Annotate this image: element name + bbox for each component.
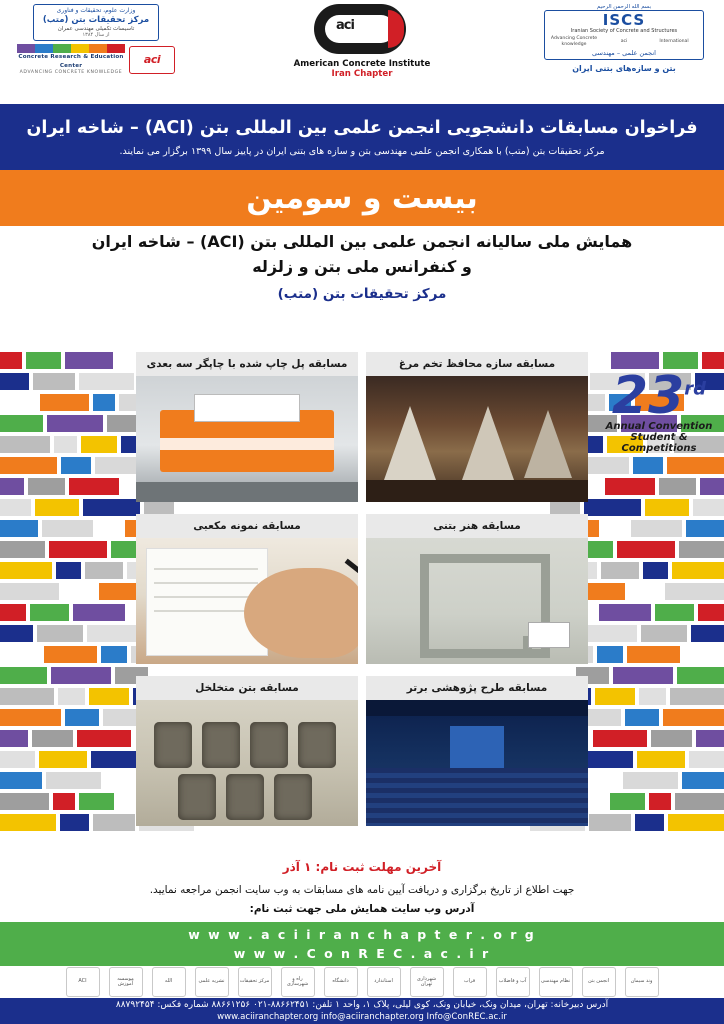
decorative-block bbox=[0, 604, 26, 621]
decorative-block bbox=[0, 793, 49, 810]
iscs-farsi-name: انجمن علمی – مهندسی bbox=[592, 48, 656, 57]
footer-links[interactable]: www.aciiranchapter.org info@aciiranchapter.org Info@ConREC.ac.ir bbox=[217, 1012, 507, 1022]
standard-logo bbox=[367, 967, 401, 997]
vand-cement-logo bbox=[625, 967, 659, 997]
tehran-municipality-logo bbox=[410, 967, 444, 997]
sponsor-label: آب و فاضلاب bbox=[498, 978, 527, 985]
conrec-block bbox=[17, 44, 125, 75]
decorative-block bbox=[107, 415, 136, 432]
competition-card-4 bbox=[366, 676, 588, 826]
announcement-title: فراخوان مسابقات دانشجویی انجمن علمی بین المللی بتن (ACI) – شاخه ایران bbox=[26, 117, 698, 138]
decorative-block bbox=[625, 709, 659, 726]
decorative-block bbox=[627, 646, 680, 663]
matb-since: از سال ۱۳۸۴ bbox=[82, 32, 110, 39]
matb-title: مرکز تحقیقات بتن (متب) bbox=[42, 14, 150, 25]
iran-emblem-logo bbox=[152, 967, 186, 997]
sponsor-label: راه و شهرسازی bbox=[286, 975, 309, 987]
competition-card-2 bbox=[366, 514, 588, 664]
decorative-block bbox=[649, 793, 671, 810]
decorative-block bbox=[0, 562, 52, 579]
edition-number-text: بیست و سومین bbox=[246, 180, 478, 216]
decorative-block bbox=[69, 478, 119, 495]
iscs-title: ISCS bbox=[602, 11, 646, 29]
research-center-logo bbox=[238, 967, 272, 997]
decorative-block bbox=[32, 730, 73, 747]
decorative-block bbox=[663, 709, 724, 726]
iscs-sub-logos bbox=[549, 36, 699, 49]
sponsor-label: الله bbox=[164, 978, 173, 985]
iscs-subtitle: Iranian Society of Concrete and Structures bbox=[570, 28, 678, 34]
aci-mini-icon bbox=[129, 46, 175, 74]
research-project-hall-photo bbox=[366, 700, 588, 826]
decorative-block bbox=[56, 562, 81, 579]
aci-institute-name: American Concrete Institute bbox=[293, 59, 431, 69]
decorative-block bbox=[672, 562, 724, 579]
decorative-block bbox=[691, 625, 724, 642]
decorative-block bbox=[696, 730, 724, 747]
decorative-block bbox=[651, 730, 692, 747]
competition-caption-2: مسابقه هنر بتنی bbox=[366, 514, 588, 538]
sponsor-label: نشریه علمی bbox=[198, 978, 225, 985]
decorative-block bbox=[591, 772, 619, 789]
website-banner bbox=[0, 922, 724, 966]
competition-caption-5: مسابقه بتن متخلخل bbox=[136, 676, 358, 700]
decorative-block bbox=[77, 730, 131, 747]
iscs-logo bbox=[532, 4, 716, 100]
decorative-block bbox=[49, 541, 107, 558]
decorative-block bbox=[0, 457, 57, 474]
edition-banner bbox=[0, 170, 724, 226]
decorative-block bbox=[655, 604, 694, 621]
decorative-block bbox=[105, 772, 133, 789]
bismillah-text: بسم الله الرحمن الرحیم bbox=[596, 4, 652, 10]
decorative-block bbox=[51, 667, 111, 684]
competition-caption-3: مسابقه نمونه مکعبی bbox=[136, 514, 358, 538]
badge-number-value: 23 bbox=[611, 366, 685, 426]
journal-logo bbox=[195, 967, 229, 997]
left-decorative-blocks bbox=[0, 352, 132, 827]
competition-caption-1: مسابقه پل چاپ شده با چاپگر سه بعدی bbox=[136, 352, 358, 376]
competition-grid bbox=[136, 352, 588, 827]
decorative-block bbox=[686, 520, 724, 537]
decorative-block bbox=[631, 520, 682, 537]
website-url-2[interactable]: w w w . C o n R E C . a c . i r bbox=[233, 946, 491, 961]
footer-address: آدرس دبیرخانه: تهران، میدان ونک، خیابان ونک، کوی لیلی، پلاک ۱، واحد ۱ تلفن: ۸۸۶۶۲۴۵۱-۰۲۱ ۸۸۶۶۱۲۵۶ شماره فکس: ۸۸۷۹۲۴۵۴ bbox=[115, 1000, 609, 1010]
decorative-block bbox=[58, 688, 85, 705]
decorative-block bbox=[0, 520, 38, 537]
decorative-block bbox=[65, 352, 113, 369]
conrec-tagline: ADVANCING CONCRETE KNOWLEDGE bbox=[19, 70, 123, 76]
decorative-block bbox=[0, 583, 59, 600]
water-logo bbox=[496, 967, 530, 997]
decorative-block bbox=[0, 709, 61, 726]
decorative-block bbox=[0, 541, 45, 558]
sponsor-label: نظام مهندسی bbox=[540, 978, 571, 985]
decorative-block bbox=[60, 814, 89, 831]
decorative-block bbox=[702, 352, 724, 369]
announcement-subtitle: مرکز تحقیقات بتن (متب) با همکاری انجمن علمی مهندسی بتن و سازه های بتنی ایران در پاییز سال ۱۳۹۹ برگزار می نمایند. bbox=[119, 146, 605, 158]
badge-number bbox=[600, 366, 718, 426]
decorative-block bbox=[670, 688, 724, 705]
decorative-block bbox=[0, 625, 33, 642]
decorative-block bbox=[46, 772, 101, 789]
event-organizer: مرکز تحقیقات بتن (متب) bbox=[277, 285, 447, 302]
decorative-block bbox=[682, 772, 724, 789]
cube-sample-photo bbox=[136, 538, 358, 664]
university-logo bbox=[324, 967, 358, 997]
matb-logo-box bbox=[33, 4, 159, 41]
sponsor-logo-row bbox=[0, 966, 724, 998]
decorative-block bbox=[101, 646, 127, 663]
sponsor-label: موسسه آموزش bbox=[117, 975, 134, 987]
decorative-block bbox=[95, 457, 138, 474]
decorative-block bbox=[0, 814, 56, 831]
info-line-2: آدرس وب سایت همایش ملی جهت ثبت نام: bbox=[249, 903, 475, 915]
decorative-block bbox=[0, 394, 36, 411]
decorative-block bbox=[83, 499, 140, 516]
iscs-knowledge-label: Advancing Concrete knowledge bbox=[550, 36, 598, 48]
decorative-block bbox=[44, 646, 97, 663]
matb-ministry-label: وزارت علوم، تحقیقات و فناوری bbox=[56, 7, 136, 14]
decorative-block bbox=[33, 373, 75, 390]
conrec-color-bar bbox=[17, 44, 125, 53]
decorative-block bbox=[0, 667, 47, 684]
3d-printed-bridge-photo bbox=[136, 376, 358, 502]
decorative-block bbox=[81, 436, 117, 453]
decorative-block bbox=[617, 541, 675, 558]
decorative-block bbox=[39, 751, 87, 768]
decorative-block bbox=[0, 772, 42, 789]
conrec-logo-row bbox=[8, 44, 184, 75]
decorative-block bbox=[641, 625, 687, 642]
badge-line3: Competitions bbox=[621, 443, 697, 455]
decorative-block bbox=[595, 688, 635, 705]
concrete-assoc-logo bbox=[582, 967, 616, 997]
sponsor-label: دانشگاه bbox=[332, 978, 349, 985]
decorative-block bbox=[679, 541, 724, 558]
decorative-block bbox=[593, 730, 647, 747]
decorative-block bbox=[47, 415, 103, 432]
matb-conrec-logo bbox=[8, 4, 184, 100]
decorative-block bbox=[0, 751, 35, 768]
decorative-block bbox=[65, 709, 99, 726]
decorative-block bbox=[42, 520, 93, 537]
decorative-block bbox=[668, 814, 724, 831]
decorative-block bbox=[684, 646, 724, 663]
decorative-block bbox=[601, 562, 639, 579]
aci-wordmark: aci bbox=[336, 18, 354, 33]
matb-subtitle: تاسیسات تکمیلی مهندسی عمران bbox=[57, 25, 135, 32]
institute-logo bbox=[109, 967, 143, 997]
conrec-name: Concrete Research & Education Center bbox=[18, 54, 124, 69]
decorative-block bbox=[61, 457, 91, 474]
event-title-block bbox=[0, 230, 724, 302]
decorative-block bbox=[689, 751, 724, 768]
announcement-banner bbox=[0, 104, 724, 170]
website-url-1[interactable]: w w w . a c i i r a n c h a p t e r . o r g bbox=[188, 926, 536, 942]
event-title-line1: همایش ملی سالیانه انجمن علمی بین المللی بتن (ACI) – شاخه ایران bbox=[91, 232, 633, 251]
badge-ordinal: rd bbox=[684, 378, 707, 400]
competition-caption-4: مسابقه طرح پژوهشی برتر bbox=[366, 676, 588, 700]
competition-card-1 bbox=[136, 352, 358, 502]
decorative-block bbox=[0, 688, 54, 705]
decorative-block bbox=[0, 415, 43, 432]
aci-sponsor-logo bbox=[66, 967, 100, 997]
aci-mark-icon bbox=[314, 4, 410, 56]
badge-line2: & Student bbox=[630, 432, 688, 444]
decorative-block bbox=[79, 373, 134, 390]
sponsor-label: استاندارد bbox=[374, 978, 393, 985]
decorative-block bbox=[93, 814, 135, 831]
decorative-block bbox=[643, 562, 668, 579]
decorative-block bbox=[79, 793, 114, 810]
iscs-under-label: بتن و سازه‌های بتنی ایران bbox=[572, 63, 676, 73]
competition-card-0 bbox=[366, 352, 588, 502]
decorative-block bbox=[73, 604, 125, 621]
decorative-block bbox=[63, 583, 95, 600]
decorative-block bbox=[26, 352, 61, 369]
decorative-block bbox=[597, 646, 623, 663]
decorative-block bbox=[0, 352, 22, 369]
registration-deadline: آخرین مهلت ثبت نام: ۱ آذر bbox=[282, 860, 442, 874]
decorative-block bbox=[53, 793, 75, 810]
farab-logo bbox=[453, 967, 487, 997]
decorative-block bbox=[89, 688, 129, 705]
iscs-international-label: International bbox=[659, 39, 689, 45]
aci-mini-label: aci bbox=[143, 53, 161, 67]
sponsor-label: وند سیمان bbox=[630, 978, 653, 985]
sponsor-label: شهرداری تهران bbox=[416, 975, 437, 987]
badge-line1: Annual Convention bbox=[605, 421, 713, 433]
event-title-line2: و کنفرانس ملی بتن و زلزله bbox=[252, 256, 472, 276]
concrete-art-photo bbox=[366, 538, 588, 664]
decorative-block bbox=[37, 625, 83, 642]
decorative-block bbox=[28, 478, 65, 495]
decorative-block bbox=[85, 562, 123, 579]
engineering-org-logo bbox=[539, 967, 573, 997]
competition-caption-0: مسابقه سازه محافظ تخم مرغ bbox=[366, 352, 588, 376]
sponsor-label: انجمن بتن bbox=[588, 978, 610, 985]
decorative-block bbox=[54, 436, 77, 453]
competition-card-3 bbox=[136, 514, 358, 664]
road-housing-logo bbox=[281, 967, 315, 997]
anniversary-badge bbox=[600, 366, 718, 522]
decorative-block bbox=[675, 793, 724, 810]
iscs-aci-cell: aci bbox=[620, 39, 628, 45]
sponsor-label: ACI bbox=[78, 978, 87, 985]
competition-card-5 bbox=[136, 676, 358, 826]
decorative-block bbox=[677, 667, 724, 684]
decorative-block bbox=[629, 583, 661, 600]
decorative-block bbox=[635, 814, 664, 831]
decorative-block bbox=[623, 772, 678, 789]
info-line-1: جهت اطلاع از تاریخ برگزاری و دریافت آیین نامه های مسابقات به وب سایت انجمن مراجعه نمایید. bbox=[149, 884, 575, 896]
decorative-block bbox=[40, 394, 89, 411]
aci-chapter-name: Iran Chapter bbox=[331, 69, 393, 79]
decorative-block bbox=[30, 604, 69, 621]
aci-logo bbox=[262, 4, 462, 79]
decorative-block bbox=[35, 499, 79, 516]
decorative-block bbox=[589, 814, 631, 831]
decorative-block bbox=[613, 667, 673, 684]
egg-protection-structure-photo bbox=[366, 376, 588, 502]
sponsor-label: مرکز تحقیقات bbox=[239, 978, 270, 985]
decorative-block bbox=[639, 688, 666, 705]
decorative-block bbox=[0, 436, 50, 453]
decorative-block bbox=[0, 478, 24, 495]
decorative-block bbox=[0, 373, 29, 390]
decorative-block bbox=[610, 793, 645, 810]
decorative-block bbox=[0, 730, 28, 747]
decorative-block bbox=[0, 646, 40, 663]
decorative-block bbox=[637, 751, 685, 768]
sponsor-label: فراب bbox=[463, 978, 476, 985]
decorative-block bbox=[665, 583, 724, 600]
iscs-logo-box bbox=[544, 10, 704, 60]
top-logo-bar bbox=[0, 0, 724, 104]
decorative-block bbox=[93, 394, 115, 411]
pervious-concrete-photo bbox=[136, 700, 358, 826]
decorative-block bbox=[603, 520, 627, 537]
decorative-block bbox=[97, 520, 121, 537]
decorative-block bbox=[599, 604, 651, 621]
footer-bar bbox=[0, 998, 724, 1024]
decorative-block bbox=[698, 604, 724, 621]
decorative-block bbox=[0, 499, 31, 516]
